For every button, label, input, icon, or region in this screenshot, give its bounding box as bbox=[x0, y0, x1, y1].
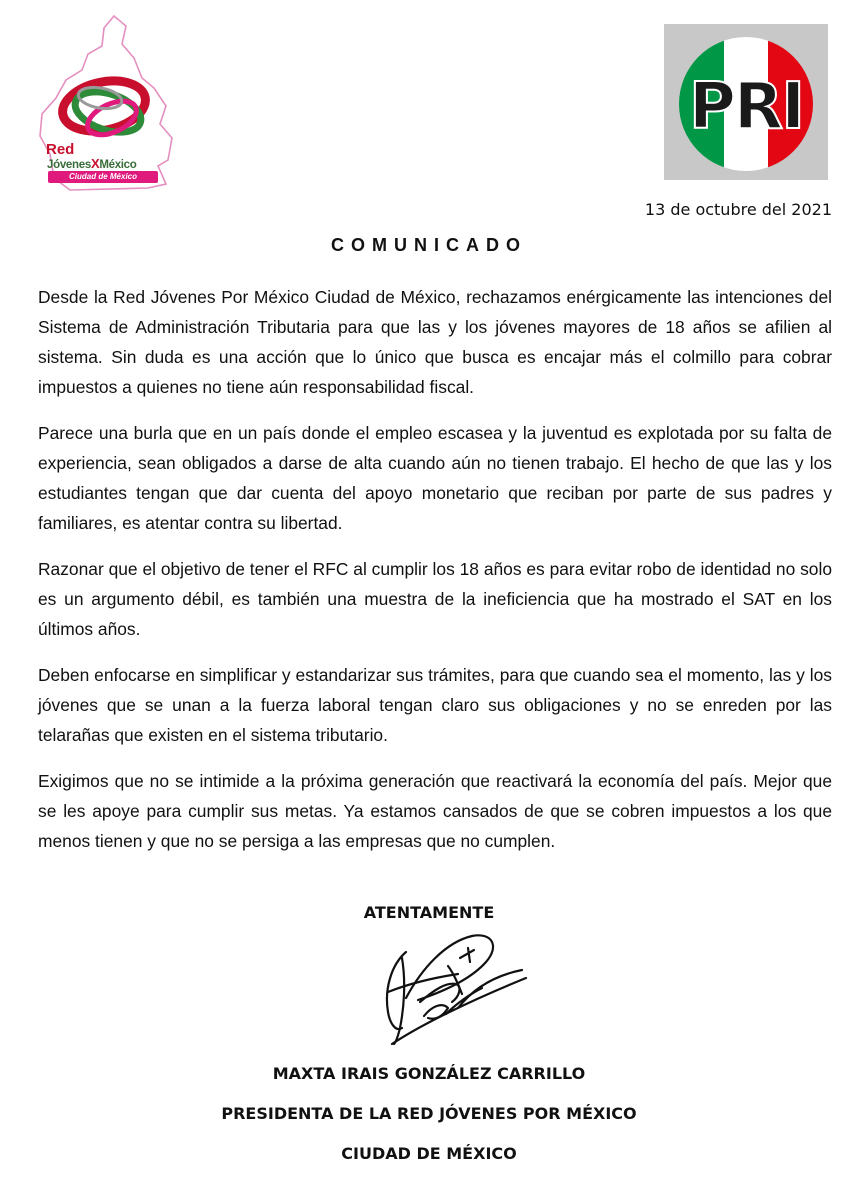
logo-text-jovenes: Jóvenes bbox=[47, 159, 91, 171]
signer-title: PRESIDENTA DE LA RED JÓVENES POR MÉXICO bbox=[221, 1104, 637, 1123]
logo-text-red: Red bbox=[46, 141, 75, 158]
signer-name: MAXTA IRAIS GONZÁLEZ CARRILLO bbox=[272, 1064, 586, 1083]
closing-salutation: ATENTAMENTE bbox=[363, 903, 495, 922]
document-body bbox=[38, 282, 832, 872]
signer-city: CIUDAD DE MÉXICO bbox=[341, 1144, 517, 1163]
logo-band-ciudad bbox=[48, 171, 158, 183]
pri-logo-text: PRI bbox=[689, 70, 803, 144]
logo-text-jovenes-mexico bbox=[47, 156, 137, 171]
document-title: COMUNICADO bbox=[331, 235, 527, 255]
logo-text-ciudad: Ciudad de México bbox=[68, 172, 137, 181]
document-date: 13 de octubre del 2021 bbox=[644, 200, 832, 219]
paragraph-1: Desde la Red Jóvenes Por México Ciudad de México, rechazamos enérgicamente las intenciones del Sistema de Administración Tributaria para que las y los jóvenes mayores de 18 años se afilien al sistema. Sin duda es una acción que lo único que busca es encajar más el colmillo para cobrar impuestos a quienes no tiene aún responsabilidad fiscal. bbox=[38, 287, 832, 397]
logo-text-x: X bbox=[90, 156, 100, 171]
paragraph-3: Razonar que el objetivo de tener el RFC al cumplir los 18 años es para evitar robo de identidad no solo es un argumento débil, es también una muestra de la ineficiencia que ha mostrado el SAT en los últimos años. bbox=[38, 559, 832, 639]
logo-text-mexico: México bbox=[99, 159, 137, 171]
swirl-magenta bbox=[83, 94, 142, 141]
paragraph-4: Deben enfocarse en simplificar y estandarizar sus trámites, para que cuando sea el momento, las y los jóvenes que se unan a la fuerza laboral tengan claro sus obligaciones y no se enreden por las telarañas que existen en el sistema tributario. bbox=[38, 665, 832, 745]
paragraph-5: Exigimos que no se intimide a la próxima generación que reactivará la economía del país. Mejor que se les apoye para cumplir sus metas. Ya estamos cansados de que se cobren impuestos a los que menos tienen y que no se persiga a las empresas que no cumplen. bbox=[38, 771, 832, 851]
handwritten-signature bbox=[362, 928, 530, 1048]
pri-logo bbox=[664, 24, 828, 180]
paragraph-2: Parece una burla que en un país donde el empleo escasea y la juventud es explotada por su falta de experiencia, sean obligados a darse de alta cuando aún no tienen trabajo. El hecho de que las y los estudiantes tengan que dar cuenta del apoyo monetario que reciban por parte de sus padres y familiares, es atentar contra su libertad. bbox=[38, 423, 832, 533]
